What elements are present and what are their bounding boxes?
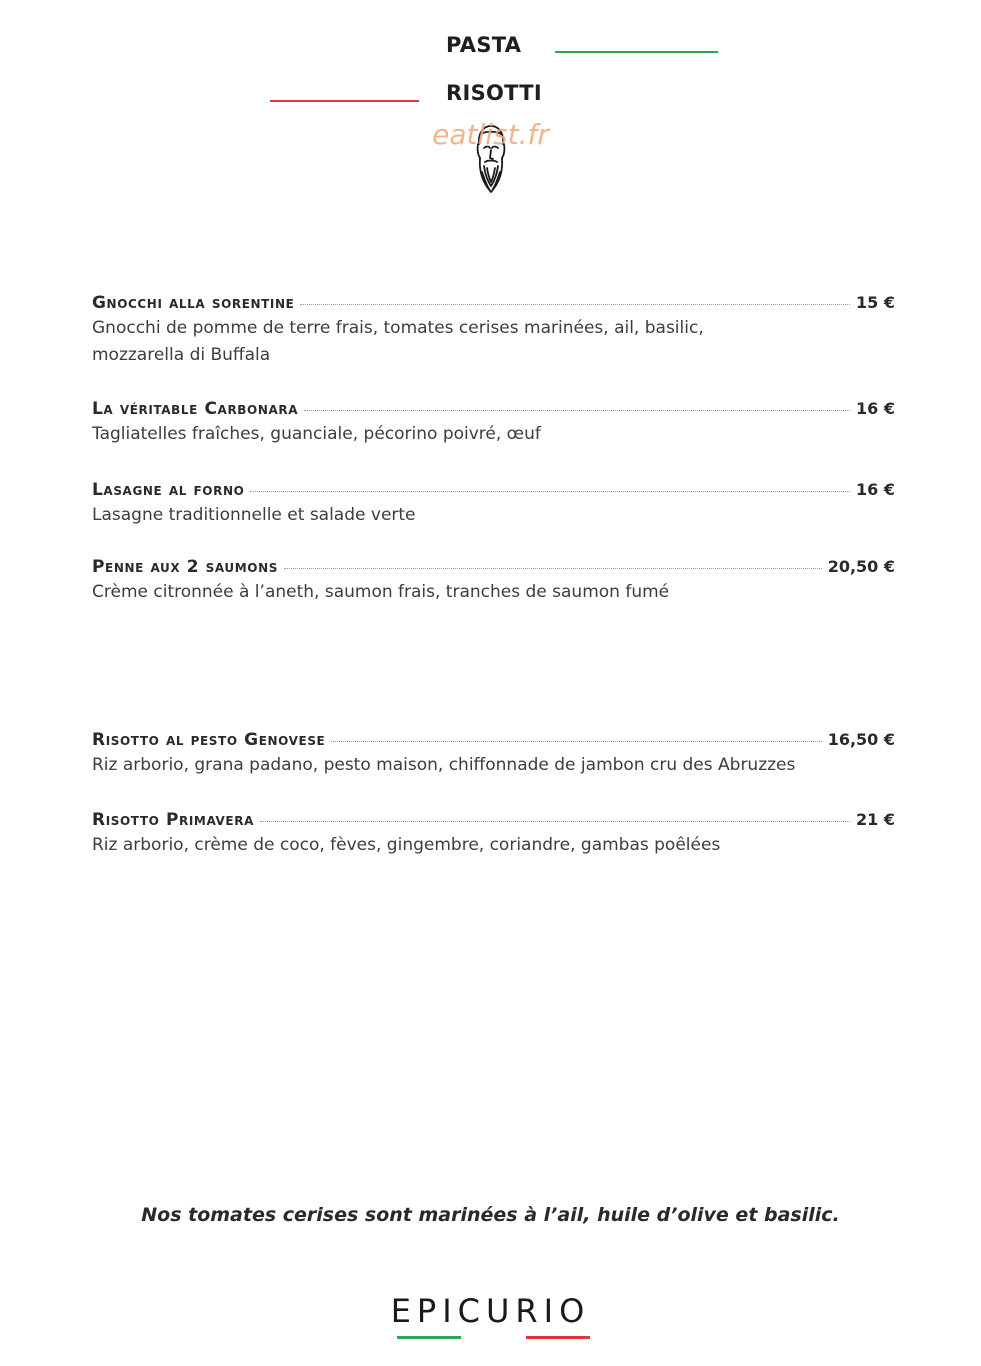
red-rule [270, 100, 419, 102]
item-price: 16 € [856, 399, 895, 418]
item-name: La véritable Carbonara [92, 399, 299, 419]
dotted-leader [300, 304, 850, 305]
item-price: 15 € [856, 293, 895, 312]
brand-green-underline [397, 1336, 461, 1339]
brand-red-underline [526, 1336, 590, 1339]
item-name: Lasagne al forno [92, 480, 245, 500]
menu-item [92, 557, 895, 606]
item-description: Crème citronnée à l’aneth, saumon frais, tranches de saumon fumé [92, 582, 670, 602]
dotted-leader [331, 741, 821, 742]
item-description: Riz arborio, grana padano, pesto maison, chiffonnade de jambon cru des Abruzzes [92, 755, 796, 775]
dotted-leader [250, 491, 850, 492]
green-rule [555, 51, 718, 53]
item-price: 21 € [856, 810, 895, 829]
menu-item [92, 399, 895, 448]
item-price: 16,50 € [827, 730, 895, 749]
menu-item [92, 480, 895, 529]
menu-item [92, 730, 895, 779]
dotted-leader [284, 568, 822, 569]
watermark: eatlist.fr [432, 118, 549, 151]
item-name: Risotto al pesto Genovese [92, 730, 326, 750]
item-description: Gnocchi de pomme de terre frais, tomates cerises marinées, ail, basilic, mozzarella di Buffala [92, 318, 704, 365]
menu-item [92, 293, 895, 369]
brand-logo: EPICURIO [390, 1292, 591, 1330]
dotted-leader [304, 410, 850, 411]
risotti-heading: RISOTTI [446, 81, 543, 105]
item-name: Penne aux 2 saumons [92, 557, 278, 577]
item-description: Tagliatelles fraîches, guanciale, pécorino poivré, œuf [92, 424, 541, 444]
item-name: Gnocchi alla sorentine [92, 293, 295, 313]
item-price: 16 € [856, 480, 895, 499]
item-description: Lasagne traditionnelle et salade verte [92, 505, 416, 525]
pasta-heading: PASTA [446, 33, 522, 57]
item-name: Risotto Primavera [92, 810, 254, 830]
dotted-leader [260, 821, 850, 822]
item-description: Riz arborio, crème de coco, fèves, gingembre, coriandre, gambas poêlées [92, 835, 721, 855]
footnote: Nos tomates cerises sont marinées à l’ail, huile d’olive et basilic. [141, 1204, 840, 1226]
menu-item [92, 810, 895, 859]
item-price: 20,50 € [827, 557, 895, 576]
